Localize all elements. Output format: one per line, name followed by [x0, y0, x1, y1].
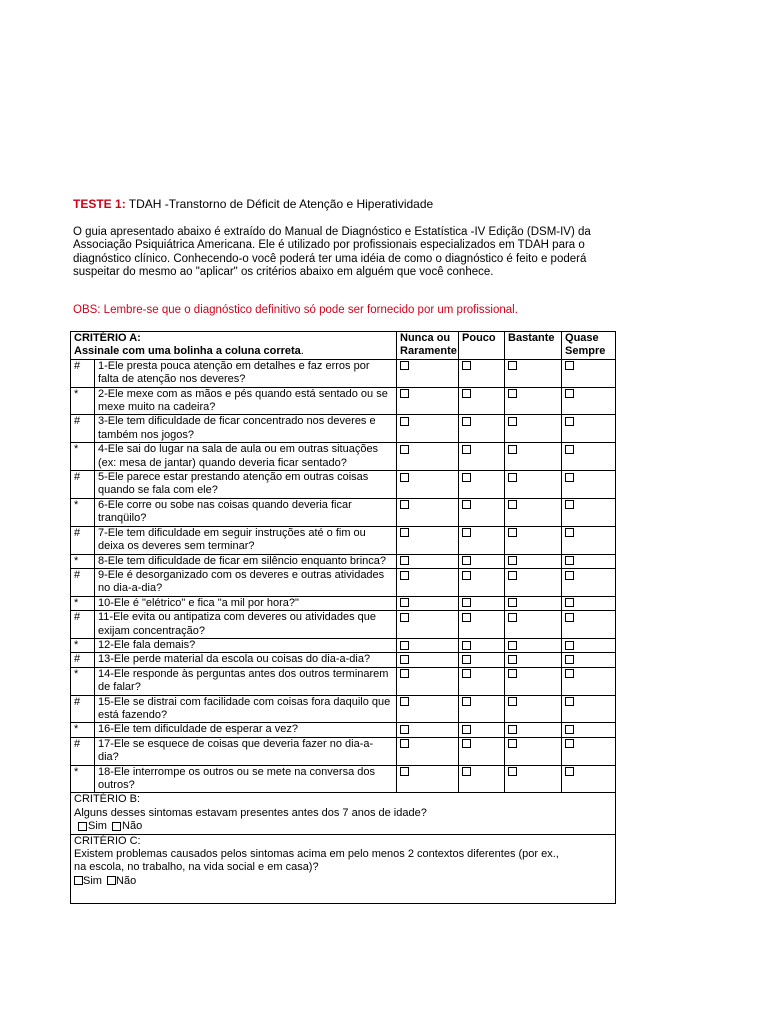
item-question: 7-Ele tem dificuldade em seguir instruções até o fim ou deixa os deveres sem terminar?	[95, 526, 397, 554]
column-header-pouco: Pouco	[459, 332, 505, 360]
answer-cell-quase-sempre	[562, 667, 616, 695]
checkbox-quase-sempre[interactable]	[565, 725, 574, 734]
answer-cell-bastante	[505, 387, 562, 415]
item-question: 6-Ele corre ou sobe nas coisas quando deveria ficar tranqüilo?	[95, 498, 397, 526]
checkbox-pouco[interactable]	[462, 739, 471, 748]
answer-cell-bastante	[505, 359, 562, 387]
checkbox-c-nao[interactable]	[107, 876, 116, 885]
answer-cell-bastante	[505, 611, 562, 639]
checkbox-bastante[interactable]	[508, 528, 517, 537]
item-mark: #	[71, 471, 95, 499]
checkbox-pouco[interactable]	[462, 697, 471, 706]
option-c-nao-label: Não	[116, 874, 137, 887]
answer-cell-nunca	[397, 596, 459, 610]
answer-cell-bastante	[505, 443, 562, 471]
checkbox-quase-sempre[interactable]	[565, 571, 574, 580]
criteria-c-options	[74, 875, 612, 888]
checkbox-nunca[interactable]	[400, 767, 409, 776]
checkbox-pouco[interactable]	[462, 767, 471, 776]
option-b-sim-label: Sim	[88, 820, 107, 833]
checkbox-quase-sempre[interactable]	[565, 598, 574, 607]
answer-cell-bastante	[505, 498, 562, 526]
answer-cell-pouco	[459, 568, 505, 596]
answer-cell-nunca	[397, 653, 459, 667]
criteria-b-title: CRITÉRIO B:	[74, 793, 141, 806]
answer-cell-pouco	[459, 415, 505, 443]
criteria-item-row	[71, 695, 616, 723]
test-title-text: TDAH -Transtorno de Déficit de Atenção e Hiperatividade	[125, 197, 434, 211]
answer-cell-nunca	[397, 526, 459, 554]
criteria-item-row	[71, 359, 616, 387]
checkbox-nunca[interactable]	[400, 389, 409, 398]
checkbox-nunca[interactable]	[400, 697, 409, 706]
checkbox-bastante[interactable]	[508, 417, 517, 426]
item-mark: #	[71, 526, 95, 554]
answer-cell-pouco	[459, 554, 505, 568]
answer-cell-quase-sempre	[562, 498, 616, 526]
answer-cell-nunca	[397, 695, 459, 723]
answer-cell-quase-sempre	[562, 611, 616, 639]
checkbox-quase-sempre[interactable]	[565, 361, 574, 370]
criteria-b-options	[78, 820, 612, 833]
criteria-c-cell	[71, 834, 616, 903]
checkbox-quase-sempre[interactable]	[565, 613, 574, 622]
checkbox-quase-sempre[interactable]	[565, 767, 574, 776]
checkbox-nunca[interactable]	[400, 571, 409, 580]
answer-cell-pouco	[459, 723, 505, 737]
criteria-item-row	[71, 653, 616, 667]
item-question: 18-Ele interrompe os outros ou se mete na conversa dos outros?	[95, 765, 397, 793]
criteria-item-row	[71, 415, 616, 443]
criteria-c-question: Existem problemas causados pelos sintomas acima em pelo menos 2 contextos diferentes (por ex., na escola, no trabalho, na vida social e em casa)?	[74, 848, 559, 874]
checkbox-bastante[interactable]	[508, 389, 517, 398]
answer-cell-bastante	[505, 667, 562, 695]
item-question: 16-Ele tem dificuldade de esperar a vez?	[95, 723, 397, 737]
item-mark: *	[71, 667, 95, 695]
criteria-c-row	[71, 834, 616, 903]
criteria-a-heading	[71, 332, 397, 360]
checkbox-pouco[interactable]	[462, 556, 471, 565]
criteria-c-title: CRITÉRIO C:	[74, 834, 141, 847]
checkbox-pouco[interactable]	[462, 528, 471, 537]
item-question: 11-Ele evita ou antipatiza com deveres ou atividades que exijam concentração?	[95, 611, 397, 639]
intro-paragraph: O guia apresentado abaixo é extraído do Manual de Diagnóstico e Estatística -IV Edição (DSM-IV) da Associação Psiquiátrica Americana. Ele é utilizado por profissionais especializados em TDAH para o diagnóstico clínico. Conhecendo-o você poderá ter uma idéia de como o diagnóstico é feito e poderá suspeitar do mesmo ao "aplicar" os critérios abaixo em alguém que você conhece.	[73, 226, 591, 279]
answer-cell-pouco	[459, 471, 505, 499]
answer-cell-quase-sempre	[562, 568, 616, 596]
answer-cell-quase-sempre	[562, 359, 616, 387]
answer-cell-quase-sempre	[562, 723, 616, 737]
checkbox-bastante[interactable]	[508, 725, 517, 734]
checkbox-nunca[interactable]	[400, 445, 409, 454]
item-question: 2-Ele mexe com as mãos e pés quando está sentado ou se mexe muito na cadeira?	[95, 387, 397, 415]
answer-cell-pouco	[459, 526, 505, 554]
answer-cell-bastante	[505, 737, 562, 765]
checkbox-c-sim[interactable]	[74, 876, 83, 885]
checkbox-quase-sempre[interactable]	[565, 697, 574, 706]
answer-cell-bastante	[505, 596, 562, 610]
checkbox-nunca[interactable]	[400, 669, 409, 678]
criteria-item-row	[71, 554, 616, 568]
checkbox-quase-sempre[interactable]	[565, 389, 574, 398]
answer-cell-quase-sempre	[562, 695, 616, 723]
item-question: 10-Ele é "elétrico" e fica "a mil por hora?"	[95, 596, 397, 610]
answer-cell-nunca	[397, 554, 459, 568]
answer-cell-nunca	[397, 568, 459, 596]
checkbox-nunca[interactable]	[400, 598, 409, 607]
test-label: TESTE 1	[73, 197, 122, 211]
answer-cell-nunca	[397, 471, 459, 499]
column-header-quase-sempre: Quase Sempre	[562, 332, 616, 360]
checkbox-pouco[interactable]	[462, 641, 471, 650]
item-question: 15-Ele se distrai com facilidade com coisas fora daquilo que está fazendo?	[95, 695, 397, 723]
checkbox-bastante[interactable]	[508, 613, 517, 622]
checkbox-bastante[interactable]	[508, 739, 517, 748]
checkbox-quase-sempre[interactable]	[565, 655, 574, 664]
item-mark: *	[71, 498, 95, 526]
checkbox-pouco[interactable]	[462, 389, 471, 398]
criteria-item-row	[71, 638, 616, 652]
checkbox-bastante[interactable]	[508, 598, 517, 607]
item-mark: *	[71, 596, 95, 610]
checkbox-bastante[interactable]	[508, 571, 517, 580]
checkbox-bastante[interactable]	[508, 361, 517, 370]
column-header-nunca: Nunca ou Raramente	[397, 332, 459, 360]
checkbox-quase-sempre[interactable]	[565, 445, 574, 454]
answer-cell-pouco	[459, 443, 505, 471]
answer-cell-pouco	[459, 387, 505, 415]
checkbox-bastante[interactable]	[508, 655, 517, 664]
answer-cell-quase-sempre	[562, 653, 616, 667]
answer-cell-bastante	[505, 723, 562, 737]
answer-cell-quase-sempre	[562, 471, 616, 499]
checkbox-b-nao[interactable]	[112, 822, 121, 831]
answer-cell-quase-sempre	[562, 596, 616, 610]
item-question: 5-Ele parece estar prestando atenção em outras coisas quando se fala com ele?	[95, 471, 397, 499]
checkbox-pouco[interactable]	[462, 445, 471, 454]
checkbox-nunca[interactable]	[400, 725, 409, 734]
criteria-item-row	[71, 526, 616, 554]
checkbox-quase-sempre[interactable]	[565, 669, 574, 678]
item-question: 13-Ele perde material da escola ou coisas do dia-a-dia?	[95, 653, 397, 667]
answer-cell-pouco	[459, 638, 505, 652]
page-title	[73, 197, 433, 211]
criteria-a-items	[71, 359, 616, 793]
checkbox-quase-sempre[interactable]	[565, 556, 574, 565]
option-b-nao-label: Não	[122, 820, 143, 833]
checkbox-bastante[interactable]	[508, 473, 517, 482]
criteria-table	[70, 331, 616, 904]
item-mark: #	[71, 695, 95, 723]
item-mark: *	[71, 638, 95, 652]
checkbox-nunca[interactable]	[400, 417, 409, 426]
checkbox-bastante[interactable]	[508, 697, 517, 706]
answer-cell-nunca	[397, 765, 459, 793]
item-question: 14-Ele responde às perguntas antes dos outros terminarem de falar?	[95, 667, 397, 695]
criteria-item-row	[71, 765, 616, 793]
checkbox-bastante[interactable]	[508, 556, 517, 565]
checkbox-pouco[interactable]	[462, 473, 471, 482]
criteria-item-row	[71, 737, 616, 765]
item-mark: #	[71, 359, 95, 387]
criteria-item-row	[71, 568, 616, 596]
checkbox-nunca[interactable]	[400, 361, 409, 370]
item-mark: #	[71, 653, 95, 667]
answer-cell-quase-sempre	[562, 443, 616, 471]
checkbox-pouco[interactable]	[462, 655, 471, 664]
item-mark: *	[71, 554, 95, 568]
answer-cell-bastante	[505, 638, 562, 652]
criteria-item-row	[71, 596, 616, 610]
criteria-item-row	[71, 471, 616, 499]
checkbox-pouco[interactable]	[462, 500, 471, 509]
checkbox-nunca[interactable]	[400, 473, 409, 482]
answer-cell-quase-sempre	[562, 554, 616, 568]
obs-note: OBS: Lembre-se que o diagnóstico definitivo só pode ser fornecido por um profissional.	[73, 304, 518, 316]
checkbox-nunca[interactable]	[400, 739, 409, 748]
item-question: 9-Ele é desorganizado com os deveres e outras atividades no dia-a-dia?	[95, 568, 397, 596]
answer-cell-quase-sempre	[562, 765, 616, 793]
checkbox-bastante[interactable]	[508, 445, 517, 454]
answer-cell-pouco	[459, 653, 505, 667]
checkbox-quase-sempre[interactable]	[565, 739, 574, 748]
answer-cell-nunca	[397, 498, 459, 526]
checkbox-quase-sempre[interactable]	[565, 473, 574, 482]
checkbox-quase-sempre[interactable]	[565, 417, 574, 426]
answer-cell-bastante	[505, 415, 562, 443]
answer-cell-nunca	[397, 359, 459, 387]
checkbox-bastante[interactable]	[508, 669, 517, 678]
checkbox-pouco[interactable]	[462, 361, 471, 370]
item-mark: #	[71, 611, 95, 639]
checkbox-nunca[interactable]	[400, 528, 409, 537]
criteria-item-row	[71, 723, 616, 737]
criteria-item-row	[71, 387, 616, 415]
item-question: 4-Ele sai do lugar na sala de aula ou em outras situações (ex: mesa de jantar) quando deveria ficar sentado?	[95, 443, 397, 471]
checkbox-nunca[interactable]	[400, 655, 409, 664]
answer-cell-bastante	[505, 471, 562, 499]
answer-cell-nunca	[397, 611, 459, 639]
checkbox-pouco[interactable]	[462, 571, 471, 580]
answer-cell-pouco	[459, 765, 505, 793]
checkbox-pouco[interactable]	[462, 669, 471, 678]
item-question: 8-Ele tem dificuldade de ficar em silêncio enquanto brinca?	[95, 554, 397, 568]
item-mark: #	[71, 737, 95, 765]
answer-cell-nunca	[397, 638, 459, 652]
criteria-a-instruction: Assinale com uma bolinha a coluna correta	[74, 345, 301, 358]
answer-cell-nunca	[397, 737, 459, 765]
option-c-sim-label: Sim	[83, 874, 102, 887]
item-mark: *	[71, 443, 95, 471]
criteria-b-question: Alguns desses sintomas estavam presentes antes dos 7 anos de idade?	[74, 806, 427, 819]
answer-cell-nunca	[397, 723, 459, 737]
checkbox-quase-sempre[interactable]	[565, 500, 574, 509]
answer-cell-bastante	[505, 554, 562, 568]
answer-cell-pouco	[459, 498, 505, 526]
column-header-bastante: Bastante	[505, 332, 562, 360]
checkbox-bastante[interactable]	[508, 500, 517, 509]
answer-cell-pouco	[459, 359, 505, 387]
criteria-item-row	[71, 498, 616, 526]
item-question: 17-Ele se esquece de coisas que deveria fazer no dia-a-dia?	[95, 737, 397, 765]
answer-cell-bastante	[505, 653, 562, 667]
checkbox-quase-sempre[interactable]	[565, 528, 574, 537]
answer-cell-bastante	[505, 568, 562, 596]
checkbox-b-sim[interactable]	[78, 822, 87, 831]
checkbox-bastante[interactable]	[508, 767, 517, 776]
checkbox-nunca[interactable]	[400, 500, 409, 509]
test-label-colon: :	[121, 197, 126, 211]
checkbox-pouco[interactable]	[462, 613, 471, 622]
checkbox-pouco[interactable]	[462, 598, 471, 607]
item-mark: *	[71, 765, 95, 793]
answer-cell-pouco	[459, 667, 505, 695]
checkbox-pouco[interactable]	[462, 725, 471, 734]
item-mark: *	[71, 723, 95, 737]
criteria-a-title: CRITÉRIO A:	[74, 332, 141, 344]
answer-cell-bastante	[505, 526, 562, 554]
answer-cell-pouco	[459, 695, 505, 723]
checkbox-bastante[interactable]	[508, 641, 517, 650]
checkbox-nunca[interactable]	[400, 613, 409, 622]
criteria-item-row	[71, 611, 616, 639]
answer-cell-nunca	[397, 415, 459, 443]
criteria-item-row	[71, 667, 616, 695]
answer-cell-bastante	[505, 765, 562, 793]
criteria-a-instruction-end: .	[300, 345, 304, 358]
item-question: 3-Ele tem dificuldade de ficar concentrado nos deveres e também nos jogos?	[95, 415, 397, 443]
answer-cell-nunca	[397, 667, 459, 695]
answer-cell-pouco	[459, 596, 505, 610]
checkbox-pouco[interactable]	[462, 417, 471, 426]
checkbox-nunca[interactable]	[400, 641, 409, 650]
answer-cell-quase-sempre	[562, 387, 616, 415]
criteria-a-header-row	[71, 332, 616, 360]
answer-cell-quase-sempre	[562, 415, 616, 443]
criteria-b-row	[71, 793, 616, 834]
answer-cell-pouco	[459, 737, 505, 765]
answer-cell-quase-sempre	[562, 737, 616, 765]
item-mark: *	[71, 387, 95, 415]
answer-cell-nunca	[397, 443, 459, 471]
item-mark: #	[71, 568, 95, 596]
answer-cell-nunca	[397, 387, 459, 415]
item-question: 1-Ele presta pouca atenção em detalhes e faz erros por falta de atenção nos deveres?	[95, 359, 397, 387]
checkbox-quase-sempre[interactable]	[565, 641, 574, 650]
answer-cell-quase-sempre	[562, 526, 616, 554]
item-mark: #	[71, 415, 95, 443]
criteria-item-row	[71, 443, 616, 471]
answer-cell-bastante	[505, 695, 562, 723]
answer-cell-pouco	[459, 611, 505, 639]
checkbox-nunca[interactable]	[400, 556, 409, 565]
item-question: 12-Ele fala demais?	[95, 638, 397, 652]
criteria-b-cell	[71, 793, 616, 834]
answer-cell-quase-sempre	[562, 638, 616, 652]
